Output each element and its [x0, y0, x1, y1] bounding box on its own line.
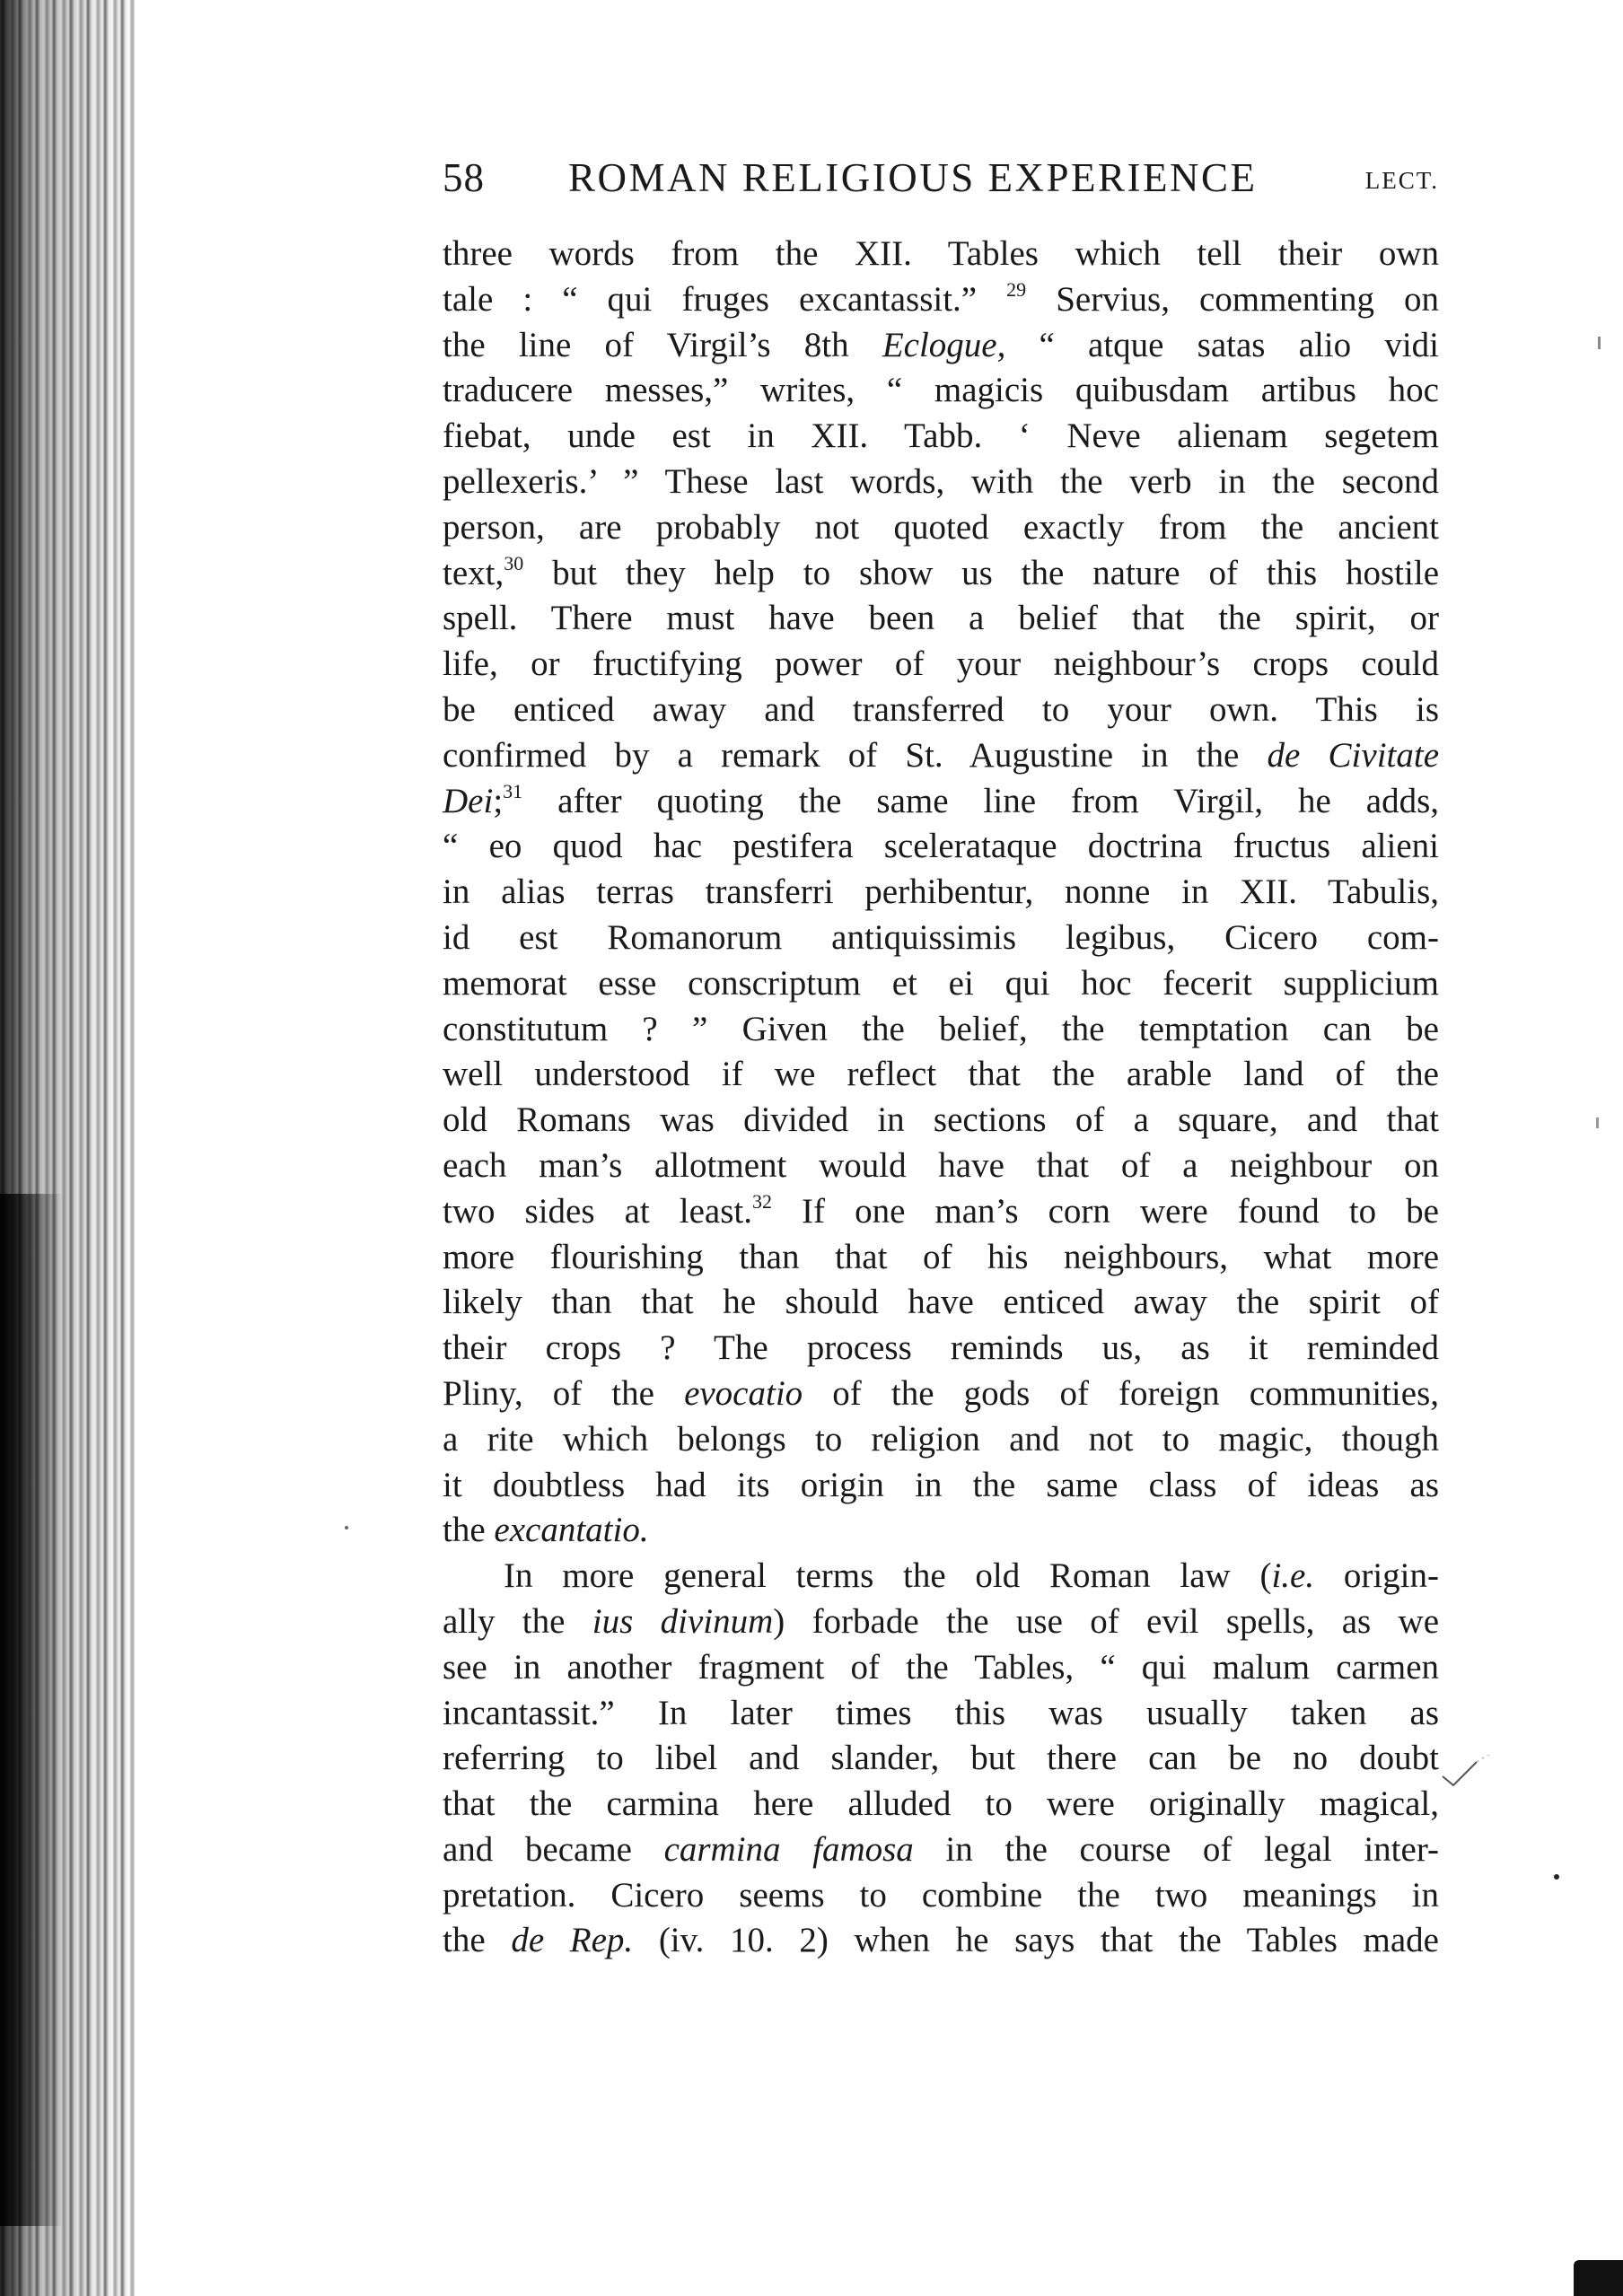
text-line: constitutum ? ” Given the belief, the temptation can be [443, 1009, 1439, 1048]
text-line: and became carmina famosa in the course of legal inter- [443, 1829, 1440, 1869]
text-line: incantassit.” In later times this was usually taken as [443, 1693, 1439, 1732]
section-label: LECT. [1364, 167, 1439, 194]
margin-mark [345, 1526, 348, 1529]
text-line: person, are probably not quoted exactly from the ancient [443, 507, 1439, 547]
text-line: see in another fragment of the Tables, “ qui malum carmen [443, 1647, 1439, 1687]
text-line: in alias terras transferri perhibentur, nonne in XII. Tabulis, [443, 872, 1439, 912]
text-line: confirmed by a remark of St. Augustine in the de Civitate [443, 735, 1440, 775]
body-text [443, 232, 1439, 1964]
text-line: the line of Virgil’s 8th Eclogue, “ atque satas alio vidi [443, 325, 1440, 364]
text-line: fiebat, unde est in XII. Tabb. ‘ Neve alienam segetem [443, 416, 1439, 456]
running-header [443, 154, 1439, 208]
text-line: id est Romanorum antiquissimis legibus, Cicero com- [443, 917, 1439, 957]
text-line: memorat esse conscriptum et ei qui hoc fecerit supplicium [443, 963, 1439, 1003]
text-line: likely than that he should have enticed away the spirit of [443, 1283, 1439, 1322]
text-line: old Romans was divided in sections of a square, and that [443, 1100, 1439, 1140]
text-line: it doubtless had its origin in the same class of ideas as [443, 1465, 1439, 1504]
pencil-mark-icon [1441, 1755, 1513, 1809]
text-line: each man’s allotment would have that of a neighbour on [443, 1145, 1439, 1185]
text-line: well understood if we reflect that the arable land of the [443, 1055, 1439, 1094]
text-line: more flourishing than that of his neighbours, what more [443, 1237, 1439, 1276]
margin-mark [1554, 1874, 1559, 1880]
text-line: ally the ius divinum) forbade the use of evil spells, as we [443, 1601, 1440, 1641]
footnote-ref: 29 [1006, 277, 1027, 301]
text-line: pellexeris.’ ” These last words, with the verb in the second [443, 461, 1439, 501]
text-line: life, or fructifying power of your neighbour’s crops could [443, 644, 1439, 684]
text-line: two sides at least.$^{32}$ If one man’s corn were found to be [443, 1189, 1439, 1231]
text-line: “ eo quod hac pestifera scelerataque doctrina fructus alieni [443, 827, 1439, 866]
running-title: ROMAN RELIGIOUS EXPERIENCE [568, 155, 1258, 200]
paragraph-start-line: In more general terms the old Roman law (i.e. origin- [504, 1556, 1439, 1596]
text-line: that the carmina here alluded to were originally magical, [443, 1784, 1439, 1824]
text-line: be enticed away and transferred to your own. This is [443, 689, 1439, 729]
text-line: Dei;$^{31}$ after quoting the same line from Virgil, he adds, [443, 779, 1440, 820]
text-line: their crops ? The process reminds us, as it reminded [443, 1328, 1439, 1368]
scan-corner-mark [1574, 2260, 1623, 2296]
text-line: the excantatio. [443, 1511, 649, 1550]
text-line: Pliny, of the evocatio of the gods of foreign communities, [443, 1373, 1440, 1413]
binding-shadow-band [0, 1194, 63, 2226]
text-line: traducere messes,” writes, “ magicis quibusdam artibus hoc [443, 371, 1439, 410]
footnote-ref: 32 [752, 1189, 772, 1213]
page-number: 58 [443, 155, 485, 200]
footnote-ref: 31 [503, 779, 523, 802]
text-line: spell. There must have been a belief that the spirit, or [443, 599, 1439, 638]
margin-mark [1596, 1117, 1599, 1128]
text-line: three words from the XII. Tables which tell their own [443, 234, 1439, 273]
margin-mark [1598, 337, 1601, 349]
footnote-ref: 30 [504, 551, 524, 574]
text-line: text,$^{30}$ but they help to show us the nature of this hostile [443, 551, 1440, 592]
text-line: a rite which belongs to religion and not to magic, though [443, 1419, 1439, 1459]
text-line: tale : “ qui fruges excantassit.” $^{29}$ Servius, commenting on [443, 277, 1439, 319]
text-line: referring to libel and slander, but there can be no doubt [443, 1739, 1439, 1778]
text-line: the de Rep. (iv. 10. 2) when he says that the Tables made [443, 1921, 1439, 1960]
text-line: pretation. Cicero seems to combine the two meanings in [443, 1875, 1439, 1915]
